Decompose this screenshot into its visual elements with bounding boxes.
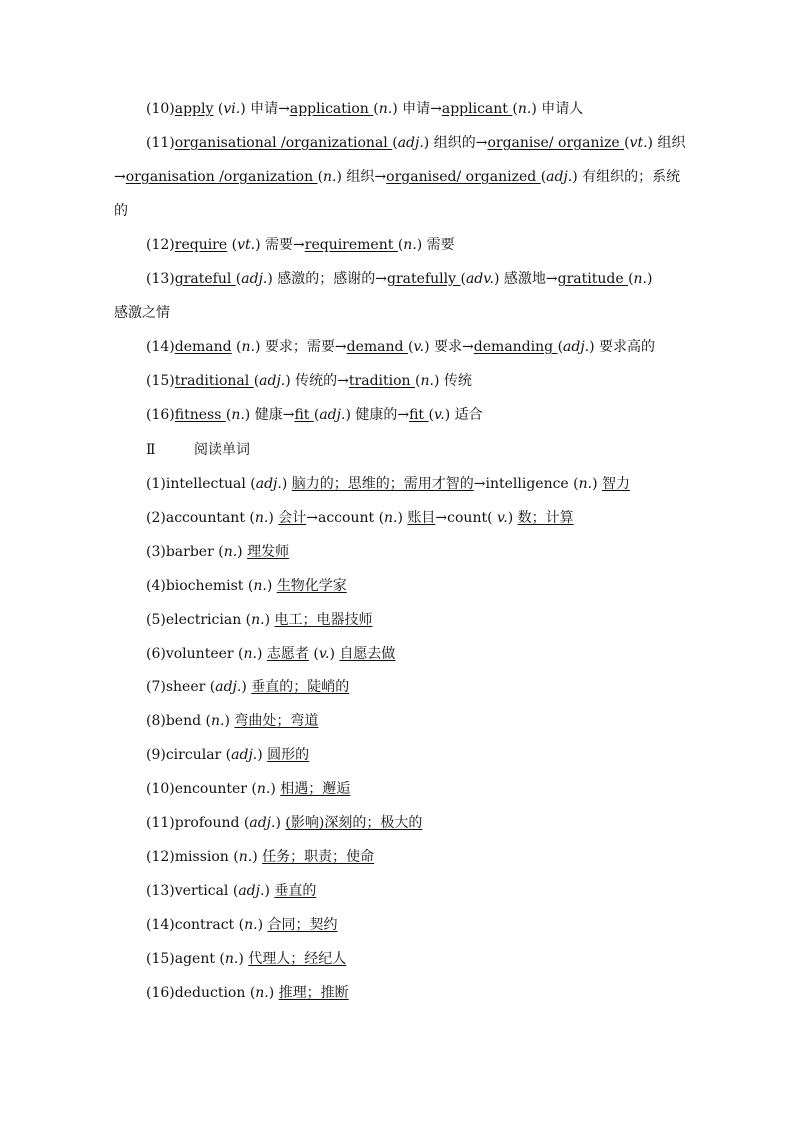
- vocab-entry: [146, 236, 686, 254]
- entry-number: (11): [146, 135, 175, 151]
- entry-text: ): [264, 882, 275, 899]
- entry-text: ) 适合: [444, 407, 483, 423]
- entry-text: →account (: [306, 509, 385, 526]
- part-of-speech: n.: [384, 509, 398, 526]
- entry-text: →: [114, 169, 126, 185]
- reading-word-entry: [146, 746, 686, 764]
- entry-text: bend (: [165, 713, 211, 730]
- entry-number: (3): [146, 543, 166, 560]
- answer-text: 脑力的；思维的；需用才智的: [291, 476, 474, 492]
- entry-text: ): [268, 509, 279, 526]
- entry-text: deduction (: [174, 984, 256, 1001]
- part-of-speech: n.: [420, 373, 434, 389]
- answer-text: demand: [346, 339, 408, 355]
- entry-text: (: [373, 101, 379, 117]
- vocab-entry: [146, 406, 686, 424]
- part-of-speech: n.: [223, 543, 238, 560]
- answer-text: 会计: [278, 509, 307, 526]
- entry-number: (5): [146, 611, 166, 628]
- vocab-entry: [146, 134, 686, 152]
- entry-text: (: [253, 373, 260, 389]
- entry-text: (: [397, 237, 404, 253]
- entry-text: volunteer (: [165, 645, 244, 662]
- entry-text: mission (: [174, 848, 239, 865]
- answer-text: organisation /organization: [125, 169, 318, 185]
- entry-text: ): [507, 509, 518, 526]
- entry-text: intellectual (: [165, 476, 256, 492]
- entry-number: (10): [146, 781, 175, 798]
- entry-text: ): [647, 271, 653, 287]
- part-of-speech: n.: [256, 781, 271, 798]
- answer-text: gratitude: [557, 271, 629, 287]
- part-of-speech: adj.: [231, 747, 258, 764]
- entry-text: ): [241, 679, 252, 696]
- entry-number: (9): [146, 747, 166, 764]
- entry-text: ): [257, 747, 268, 764]
- part-of-speech: n.: [255, 984, 269, 1001]
- part-of-speech: adj.: [249, 815, 276, 831]
- answer-text: 电工；电器技师: [274, 611, 373, 628]
- part-of-speech: n.: [378, 101, 393, 117]
- answer-text: 代理人；经纪人: [248, 950, 347, 967]
- part-of-speech: n.: [253, 577, 267, 594]
- section-heading-reading-words: [146, 441, 250, 459]
- answer-text: 自愿去做: [339, 645, 396, 662]
- entry-text: (: [557, 339, 564, 355]
- part-of-speech: n.: [231, 407, 245, 423]
- entry-text: (: [428, 407, 434, 423]
- entry-text: (: [407, 339, 414, 355]
- answer-text: 账目: [407, 509, 436, 526]
- entry-text: ) 申请→: [240, 101, 290, 117]
- entry-number: (1): [146, 476, 166, 492]
- vocab-entry-continuation: [114, 168, 684, 186]
- entry-text: ) 组织的→: [423, 135, 488, 151]
- entry-text: ) 感激的；感谢的→: [267, 271, 388, 287]
- entry-number: (14): [146, 916, 175, 933]
- answer-text: 推理；推断: [278, 984, 349, 1001]
- answer-text: fit: [294, 407, 314, 423]
- answer-text: fit: [409, 407, 429, 423]
- entry-number: (14): [146, 339, 175, 355]
- entry-number: (13): [146, 882, 175, 899]
- vocab-entry: [146, 338, 686, 356]
- section-title: 阅读单词: [194, 442, 250, 458]
- part-of-speech: vt.: [629, 135, 648, 151]
- entry-text: ) 健康→: [244, 407, 295, 423]
- part-of-speech: n.: [403, 237, 417, 253]
- entry-text: ): [268, 984, 279, 1001]
- part-of-speech: adj.: [397, 135, 424, 151]
- entry-number: (16): [146, 984, 175, 1001]
- entry-text: (: [460, 271, 466, 287]
- answer-text: requirement: [304, 237, 398, 253]
- entry-text: (: [213, 101, 224, 117]
- entry-text: ) 要求；需要→: [255, 339, 347, 355]
- vocab-entry-continuation: [114, 304, 684, 322]
- entry-text: ) 组织→: [336, 169, 387, 185]
- reading-word-entry: [146, 916, 686, 934]
- entry-text: barber (: [165, 543, 224, 560]
- part-of-speech: adj.: [259, 373, 286, 389]
- entry-text: agent (: [174, 950, 225, 967]
- part-of-speech: adj.: [215, 679, 242, 696]
- entry-text: ) 需要→: [255, 237, 305, 253]
- entry-text: ): [281, 476, 292, 492]
- entry-text: ) 有组织的；系统: [572, 169, 681, 185]
- part-of-speech: v.: [413, 339, 425, 355]
- entry-text: accountant (: [165, 509, 255, 526]
- entry-text: ) 需要: [416, 237, 455, 253]
- entry-text: (: [231, 339, 242, 355]
- reading-word-entry: [146, 543, 686, 561]
- entry-text: vertical (: [174, 882, 239, 899]
- section-roman-numeral: Ⅱ: [146, 442, 156, 458]
- entry-text: (: [624, 135, 630, 151]
- part-of-speech: adj.: [241, 271, 268, 287]
- entry-number: (4): [146, 577, 166, 594]
- part-of-speech: vi.: [223, 101, 241, 117]
- entry-text: ) 要求高的: [589, 339, 656, 355]
- entry-text: (: [628, 271, 634, 287]
- part-of-speech: adj.: [255, 476, 282, 492]
- entry-text: ): [592, 476, 603, 492]
- answer-text: 生物化学家: [276, 577, 347, 594]
- entry-text: electrician (: [165, 611, 252, 628]
- entry-number: (13): [146, 271, 175, 287]
- entry-text: ) 传统: [433, 373, 472, 389]
- answer-text: demand: [174, 339, 232, 355]
- answer-text: (影响)深刻的；极大的: [285, 815, 423, 831]
- entry-text: ): [252, 848, 263, 865]
- entry-text: 的: [114, 203, 128, 219]
- entry-text: ) 要求→: [424, 339, 474, 355]
- answer-text: 志愿者: [266, 645, 309, 662]
- answer-text: grateful: [174, 271, 236, 287]
- entry-number: (7): [146, 679, 166, 696]
- entry-text: biochemist (: [165, 577, 254, 594]
- reading-word-entry: [146, 984, 686, 1002]
- part-of-speech: n.: [517, 101, 532, 117]
- entry-number: (12): [146, 237, 175, 253]
- vocab-entry: [146, 100, 686, 118]
- part-of-speech: n.: [210, 713, 225, 730]
- entry-number: (12): [146, 848, 175, 865]
- part-of-speech: adj.: [546, 169, 573, 185]
- entry-text: ): [275, 815, 286, 831]
- answer-text: 任务；职责；使命: [262, 848, 375, 865]
- part-of-speech: n.: [578, 476, 593, 492]
- part-of-speech: adj.: [563, 339, 590, 355]
- part-of-speech: n.: [224, 950, 239, 967]
- entry-text: ): [256, 645, 267, 662]
- entry-number: (10): [146, 101, 175, 117]
- part-of-speech: v.: [433, 407, 445, 423]
- reading-word-entry: [146, 814, 686, 832]
- reading-word-entry: [146, 780, 686, 798]
- answer-text: traditional: [174, 373, 254, 389]
- answer-text: 数；计算: [517, 509, 574, 526]
- reading-word-entry: [146, 712, 686, 730]
- reading-word-entry: [146, 475, 686, 493]
- reading-word-entry: [146, 509, 686, 527]
- part-of-speech: n.: [244, 916, 258, 933]
- part-of-speech: v.: [497, 509, 508, 526]
- part-of-speech: adj.: [238, 882, 265, 899]
- entry-text: (: [308, 645, 319, 662]
- entry-number: (2): [146, 509, 166, 526]
- answer-text: tradition: [348, 373, 416, 389]
- entry-text: ): [264, 611, 275, 628]
- answer-text: organise/ organize: [487, 135, 625, 151]
- answer-text: fitness: [174, 407, 226, 423]
- reading-word-entry: [146, 577, 686, 595]
- answer-text: organised/ organized: [386, 169, 541, 185]
- entry-text: encounter (: [174, 781, 257, 798]
- vocab-entry-continuation: [114, 202, 684, 220]
- entry-number: (15): [146, 950, 175, 967]
- entry-text: (: [392, 135, 398, 151]
- vocab-entry: [146, 372, 686, 390]
- answer-text: application: [289, 101, 374, 117]
- answer-text: 垂直的；陡峭的: [251, 679, 350, 696]
- entry-text: ): [238, 950, 249, 967]
- entry-text: ) 组织: [647, 135, 686, 151]
- part-of-speech: n.: [251, 611, 265, 628]
- entry-text: 感激之情: [114, 305, 170, 321]
- answer-text: require: [174, 237, 228, 253]
- entry-number: (8): [146, 713, 166, 730]
- part-of-speech: n.: [241, 339, 255, 355]
- reading-word-entry: [146, 882, 686, 900]
- answer-text: 弯曲处；弯道: [234, 713, 319, 730]
- reading-word-entry: [146, 611, 686, 629]
- entry-text: ): [257, 916, 268, 933]
- part-of-speech: n.: [243, 645, 257, 662]
- answer-text: demanding: [473, 339, 558, 355]
- entry-text: (: [512, 101, 518, 117]
- answer-text: 理发师: [247, 543, 290, 560]
- answer-text: 智力: [602, 476, 631, 492]
- entry-number: (15): [146, 373, 175, 389]
- entry-text: profound (: [174, 815, 250, 831]
- part-of-speech: vt.: [237, 237, 256, 253]
- entry-number: (16): [146, 407, 175, 423]
- reading-word-entry: [146, 848, 686, 866]
- entry-text: ) 健康的→: [345, 407, 410, 423]
- answer-text: 相遇；邂逅: [280, 781, 351, 798]
- entry-text: (: [225, 407, 232, 423]
- entry-text: circular (: [165, 747, 232, 764]
- entry-text: ): [329, 645, 340, 662]
- entry-text: (: [540, 169, 547, 185]
- entry-text: ) 传统的→: [285, 373, 349, 389]
- entry-text: (: [317, 169, 324, 185]
- entry-text: ): [397, 509, 408, 526]
- answer-text: 合同；契约: [267, 916, 338, 933]
- answer-text: 垂直的: [274, 882, 317, 899]
- entry-text: ): [270, 781, 281, 798]
- part-of-speech: adv.: [465, 271, 494, 287]
- part-of-speech: n.: [238, 848, 253, 865]
- entry-text: (: [235, 271, 242, 287]
- entry-text: (: [415, 373, 421, 389]
- reading-word-entry: [146, 950, 686, 968]
- entry-text: →intelligence (: [473, 476, 579, 492]
- vocab-entry: [146, 270, 686, 288]
- entry-text: ) 感激地→: [493, 271, 558, 287]
- reading-word-entry: [146, 678, 686, 696]
- answer-text: organisational /organizational: [174, 135, 393, 151]
- entry-text: sheer (: [165, 679, 216, 696]
- part-of-speech: n.: [633, 271, 647, 287]
- entry-text: ): [224, 713, 235, 730]
- part-of-speech: n.: [323, 169, 337, 185]
- entry-text: ) 申请→: [392, 101, 442, 117]
- entry-text: →count(: [435, 509, 497, 526]
- answer-text: 圆形的: [267, 747, 310, 764]
- entry-text: ): [266, 577, 277, 594]
- entry-text: contract (: [174, 916, 245, 933]
- answer-text: gratefully: [387, 271, 461, 287]
- entry-text: ): [237, 543, 248, 560]
- reading-word-entry: [146, 645, 686, 663]
- part-of-speech: v.: [318, 645, 330, 662]
- entry-text: (: [227, 237, 238, 253]
- entry-number: (11): [146, 815, 175, 831]
- answer-text: applicant: [441, 101, 513, 117]
- part-of-speech: n.: [254, 509, 269, 526]
- entry-number: (6): [146, 645, 166, 662]
- part-of-speech: adj.: [319, 407, 346, 423]
- entry-text: (: [313, 407, 320, 423]
- answer-text: apply: [174, 101, 214, 117]
- entry-text: ) 申请人: [531, 101, 584, 117]
